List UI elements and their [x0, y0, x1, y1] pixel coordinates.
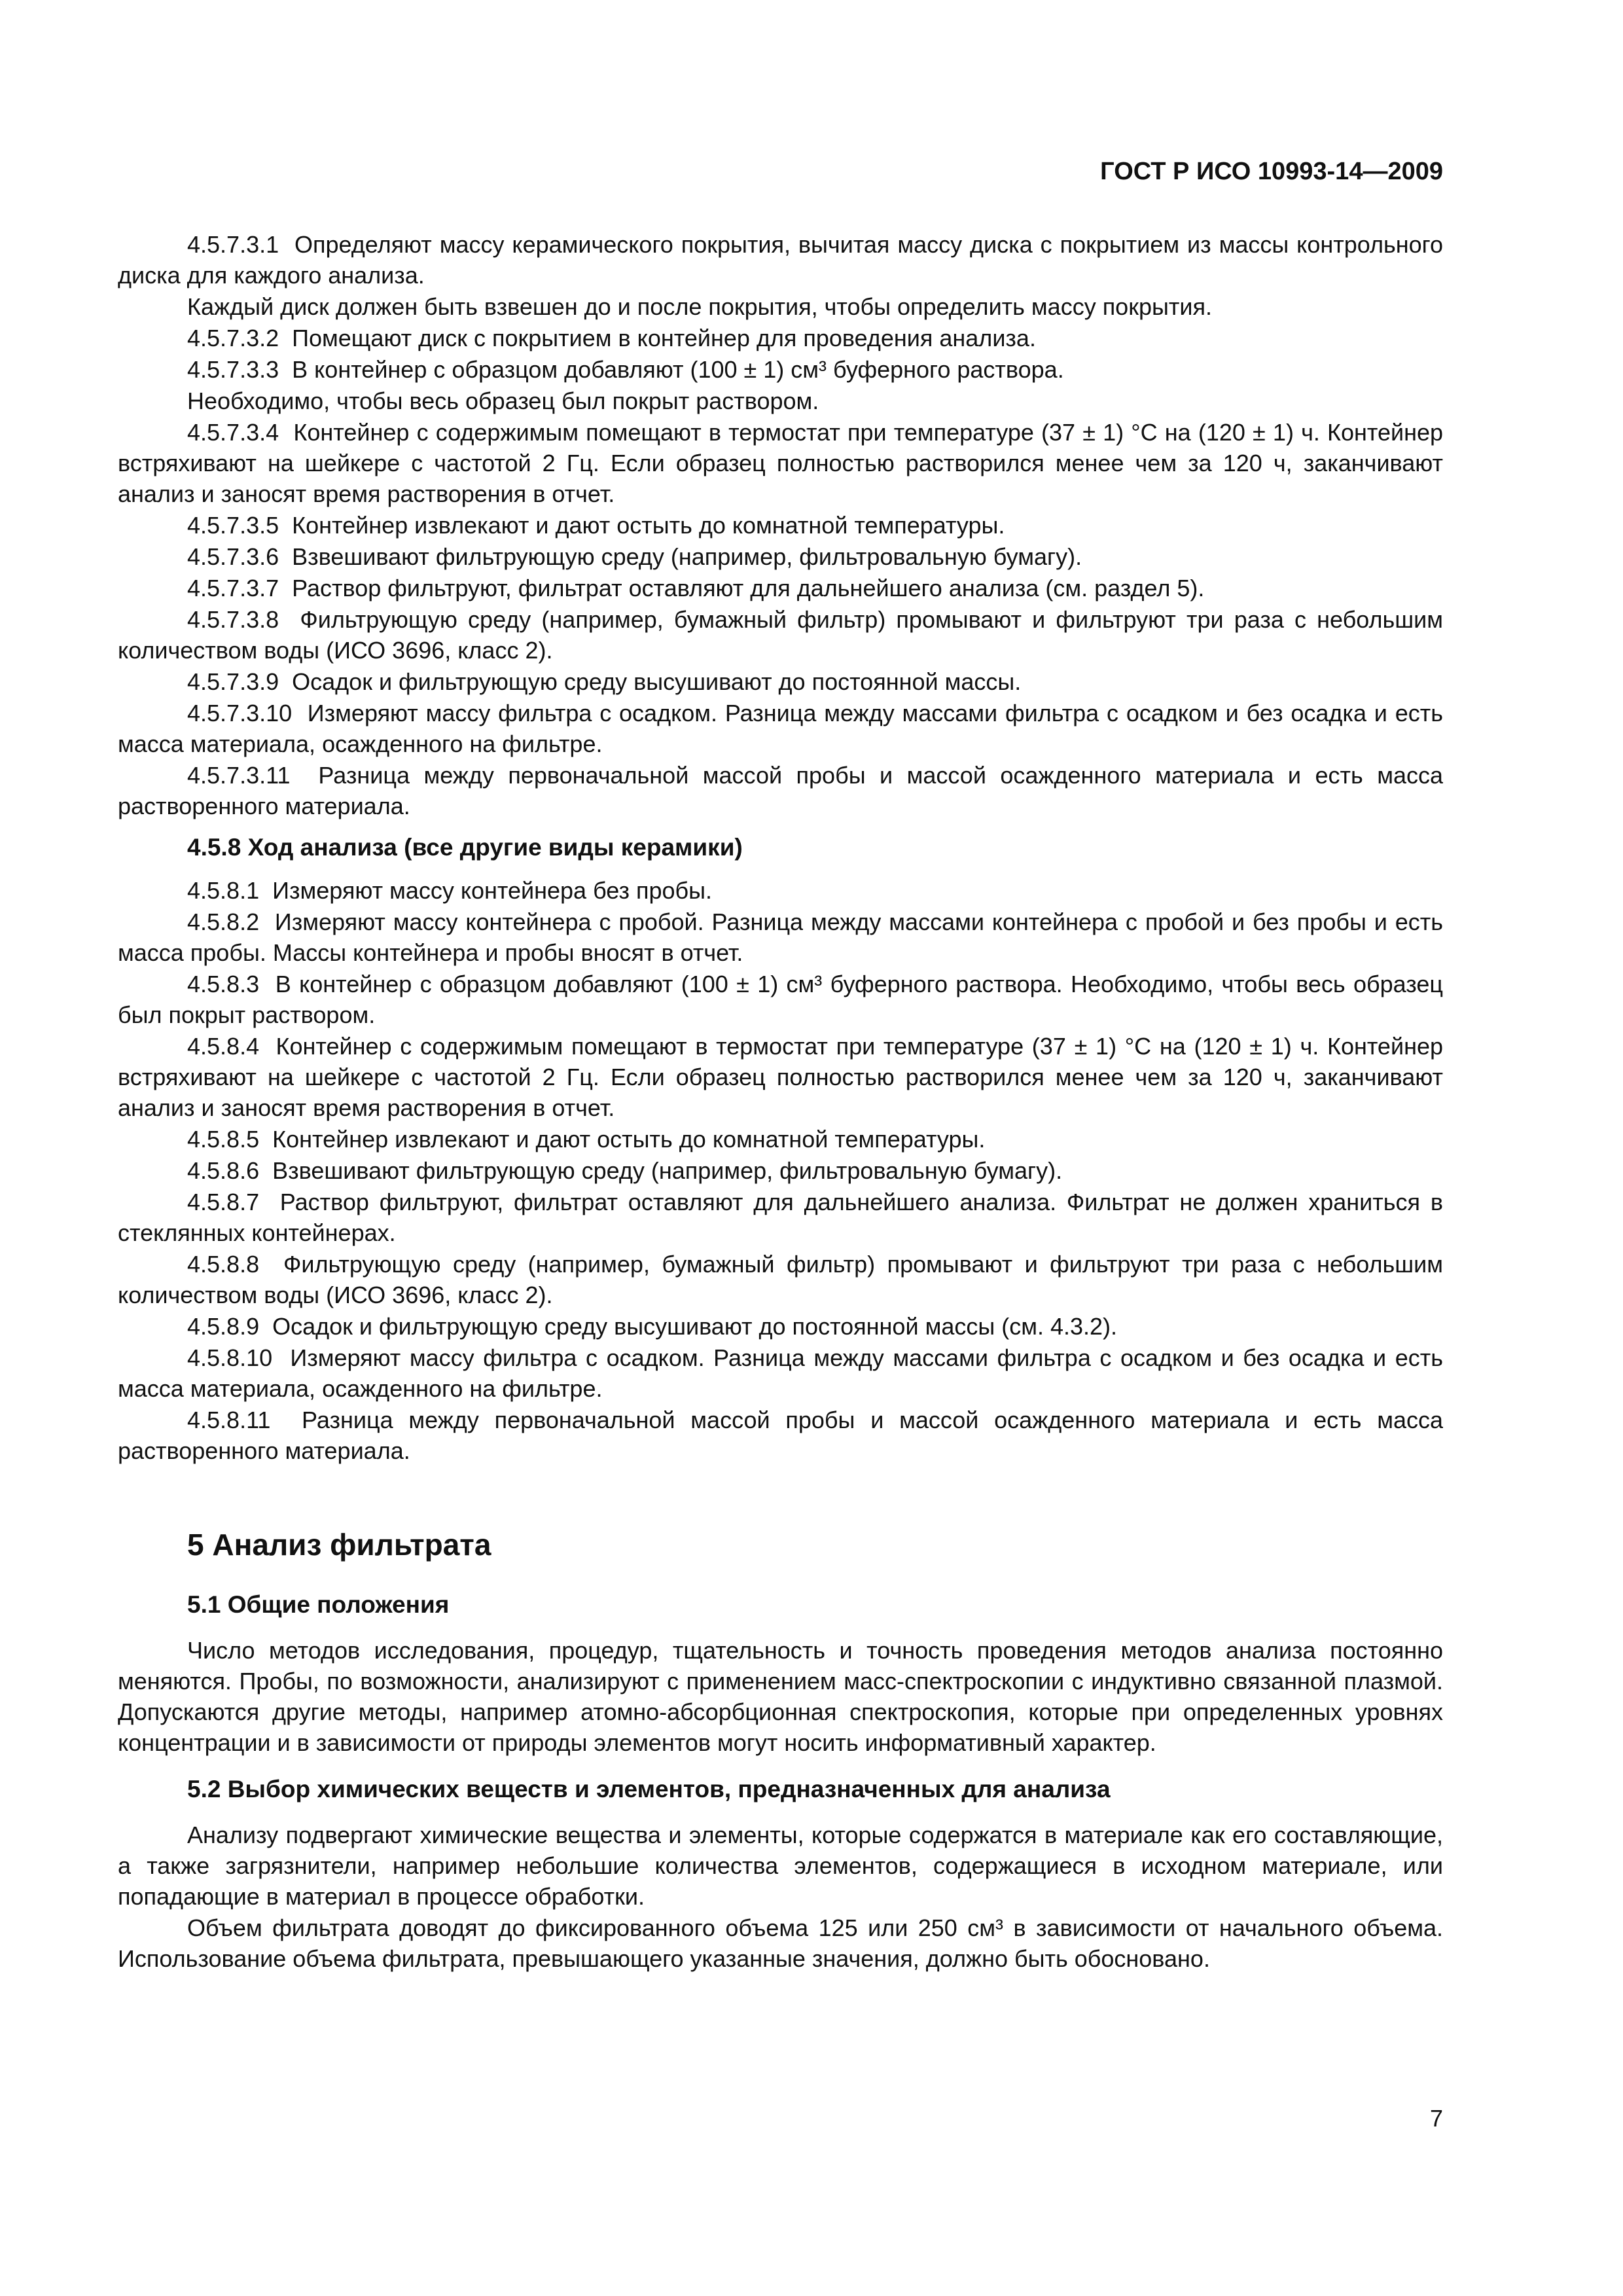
paragraph-4-5-8-4 [118, 1031, 1443, 1123]
paragraph-4-5-8-2 [118, 906, 1443, 968]
heading-4-5-8: 4.5.8 Ход анализа (все другие виды керамики) [187, 834, 743, 861]
heading-5-1: 5.1 Общие положения [187, 1591, 450, 1618]
clause-text: Измеряют массу фильтра с осадком. Разница между массами фильтра с осадком и без осадка и есть масса материала, осажденного на фильтре. [118, 700, 1443, 757]
clause-number: 4.5.8.3 [187, 971, 260, 997]
paragraph-4-5-7-3-2 [118, 323, 1443, 353]
section-4-5-7-3 [118, 229, 1443, 821]
paragraph-4-5-8-10 [118, 1342, 1443, 1404]
heading-5-2: 5.2 Выбор химических веществ и элементов, предназначенных для анализа [187, 1776, 1111, 1803]
clause-text: В контейнер с образцом добавляют (100 ± 1) см³ буферного раствора. Необходимо, чтобы весь образец был покрыт раствором. [118, 971, 1443, 1028]
section-4-5-8 [118, 875, 1443, 1466]
paragraph-4-5-7-3-11 [118, 760, 1443, 821]
paragraph-4-5-8-9 [118, 1311, 1443, 1342]
clause-text: Контейнер извлекают и дают остыть до комнатной температуры. [272, 1126, 986, 1153]
clause-text: Измеряют массу контейнера без пробы. [272, 877, 713, 904]
clause-number: 4.5.7.3.7 [187, 575, 279, 601]
clause-number: 4.5.8.10 [187, 1344, 273, 1371]
paragraph-4-5-8-5 [118, 1124, 1443, 1155]
paragraph-note-weighing [118, 291, 1443, 322]
clause-number: 4.5.8.7 [187, 1189, 260, 1215]
clause-number: 4.5.7.3.3 [187, 356, 279, 383]
clause-number: 4.5.7.3.4 [187, 419, 279, 446]
clause-text: Контейнер извлекают и дают остыть до комнатной температуры. [292, 512, 1005, 539]
paragraph-4-5-8-8 [118, 1249, 1443, 1310]
paragraph-4-5-8-6 [118, 1155, 1443, 1186]
paragraph-4-5-8-11 [118, 1405, 1443, 1466]
clause-number: 4.5.8.8 [187, 1251, 260, 1278]
clause-number: 4.5.7.3.1 [187, 231, 279, 258]
page-content [118, 229, 1443, 1975]
standard-designation: ГОСТ Р ИСО 10993-14—2009 [1100, 158, 1443, 185]
clause-text: Фильтрующую среду (например, бумажный фильтр) промывают и фильтруют три раза с небольшим количеством воды (ИСО 3696, класс 2). [118, 606, 1443, 664]
clause-number: 4.5.7.3.2 [187, 325, 279, 351]
clause-text: Контейнер с содержимым помещают в термостат при температуре (37 ± 1) °С на (120 ± 1) ч. Контейнер встряхивают на шейкере с частотой 2 Гц. Если образец полностью растворился менее чем за 120 ч, заканчивают анализ и заносят время растворения в отчет. [118, 419, 1443, 507]
paragraph-note-covered [118, 386, 1443, 416]
clause-text: Измеряют массу фильтра с осадком. Разница между массами фильтра с осадком и без осадка и есть масса материала, осажденного на фильтре. [118, 1344, 1443, 1402]
clause-text: Осадок и фильтрующую среду высушивают до постоянной массы (см. 4.3.2). [272, 1313, 1118, 1340]
clause-text: Раствор фильтруют, фильтрат оставляют для дальнейшего анализа (см. раздел 5). [292, 575, 1205, 601]
clause-text: Контейнер с содержимым помещают в термостат при температуре (37 ± 1) °С на (120 ± 1) ч. Контейнер встряхивают на шейкере с частотой 2 Гц. Если образец полностью растворился менее чем за 120 ч, заканчивают анализ и заносят время растворения в отчет. [118, 1033, 1443, 1121]
paragraph-4-5-7-3-6 [118, 541, 1443, 572]
clause-number: 4.5.8.11 [187, 1407, 271, 1433]
paragraph-4-5-7-3-8 [118, 604, 1443, 666]
paragraph-4-5-7-3-9 [118, 666, 1443, 697]
paragraph-4-5-7-3-3 [118, 354, 1443, 385]
clause-text: Разница между первоначальной массой пробы и массой осажденного материала и есть масса растворенного материала. [118, 1407, 1443, 1464]
clause-number: 4.5.8.1 [187, 877, 260, 904]
paragraph-4-5-7-3-5 [118, 510, 1443, 541]
paragraph-4-5-7-3-10 [118, 698, 1443, 759]
clause-text: Определяют массу керамического покрытия, вычитая массу диска с покрытием из массы контрольного диска для каждого анализа. [118, 231, 1443, 289]
clause-text: Измеряют массу контейнера с пробой. Разница между массами контейнера с пробой и без пробы и есть масса пробы. Массы контейнера и пробы вносят в отчет. [118, 908, 1443, 966]
clause-number: 4.5.7.3.11 [187, 762, 291, 789]
clause-number: 4.5.8.5 [187, 1126, 260, 1153]
clause-text: Осадок и фильтрующую среду высушивают до постоянной массы. [292, 668, 1022, 695]
clause-number: 4.5.8.2 [187, 908, 260, 935]
clause-text: В контейнер с образцом добавляют (100 ± 1) см³ буферного раствора. [292, 356, 1064, 383]
heading-section-5: 5 Анализ фильтрата [187, 1528, 491, 1562]
paragraph-4-5-8-7 [118, 1187, 1443, 1248]
page-number: 7 [1429, 2105, 1443, 2132]
paragraph-4-5-7-3-7 [118, 573, 1443, 603]
clause-number: 4.5.7.3.5 [187, 512, 279, 539]
paragraph-5-2-a: Анализу подвергают химические вещества и элементы, которые содержатся в материале как его составляющие, а также загрязнители, например небольшие количества элементов, содержащиеся в исходном материале, или попадающие в материал в процессе обработки. [118, 1821, 1443, 1910]
paragraph-4-5-8-1 [118, 875, 1443, 906]
clause-number: 4.5.7.3.8 [187, 606, 279, 633]
paragraph-5-2-b: Объем фильтрата доводят до фиксированного объема 125 или 250 см³ в зависимости от начального объема. Использование объема фильтрата, превышающего указанные значения, должно быть обосновано. [118, 1914, 1443, 1972]
clause-text: Помещают диск с покрытием в контейнер для проведения анализа. [292, 325, 1036, 351]
paragraph-4-5-7-3-1 [118, 229, 1443, 291]
clause-number: 4.5.8.4 [187, 1033, 260, 1060]
clause-text: Взвешивают фильтрующую среду (например, фильтровальную бумагу). [272, 1157, 1063, 1184]
clause-number: 4.5.8.6 [187, 1157, 260, 1184]
clause-number: 4.5.7.3.6 [187, 543, 279, 570]
clause-text: Необходимо, чтобы весь образец был покрыт раствором. [187, 387, 819, 414]
paragraph-4-5-7-3-4 [118, 417, 1443, 509]
clause-text: Фильтрующую среду (например, бумажный фильтр) промывают и фильтруют три раза с небольшим количеством воды (ИСО 3696, класс 2). [118, 1251, 1443, 1308]
clause-number: 4.5.7.3.10 [187, 700, 293, 726]
clause-text: Взвешивают фильтрующую среду (например, фильтровальную бумагу). [292, 543, 1082, 570]
clause-number: 4.5.7.3.9 [187, 668, 279, 695]
clause-text: Раствор фильтруют, фильтрат оставляют для дальнейшего анализа. Фильтрат не должен храниться в стеклянных контейнерах. [118, 1189, 1443, 1246]
paragraph-5-1: Число методов исследования, процедур, тщательность и точность проведения методов анализа постоянно меняются. Пробы, по возможности, анализируют с применением масс-спектроскопии с индуктивно связанной плазмой. Допускаются другие методы, например атомно-абсорбционная спектроскопия, которые при определенных уровнях концентрации и в зависимости от природы элементов могут носить информативный характер. [118, 1637, 1443, 1756]
clause-text: Разница между первоначальной массой пробы и массой осажденного материала и есть масса растворенного материала. [118, 762, 1443, 819]
clause-number: 4.5.8.9 [187, 1313, 260, 1340]
clause-text: Каждый диск должен быть взвешен до и после покрытия, чтобы определить массу покрытия. [187, 293, 1212, 320]
paragraph-4-5-8-3 [118, 969, 1443, 1030]
